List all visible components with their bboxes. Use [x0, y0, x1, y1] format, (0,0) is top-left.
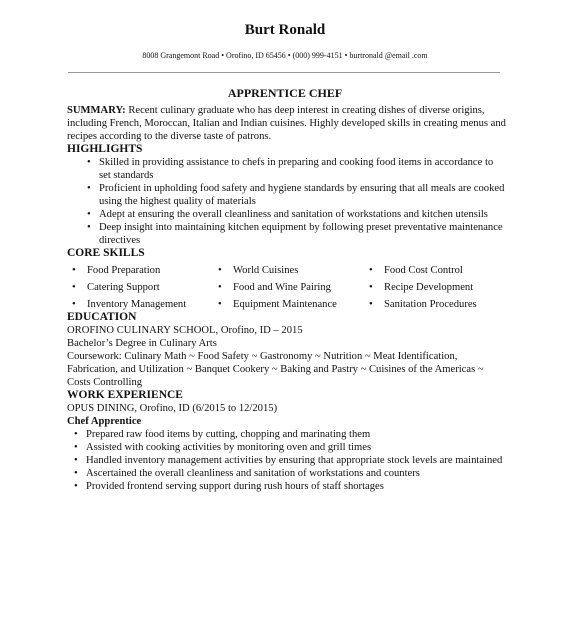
school-line: OROFINO CULINARY SCHOOL, Orofino, ID – 2015 — [67, 325, 303, 336]
duty-item: • Prepared raw food items by cutting, chopping and marinating them — [67, 428, 507, 441]
employer-line: OPUS DINING, Orofino, ID (6/2015 to 12/2015) — [67, 403, 278, 414]
skill-item: • Sanitation Procedures — [364, 298, 507, 311]
skill-item: • Food Cost Control — [364, 264, 507, 277]
job-title: APPRENTICE CHEF — [227, 86, 343, 100]
contact-line: 8008 Grangemont Road • Orofino, ID 65456 • (000) 999-4151 • burtronald @email .com — [142, 51, 428, 60]
highlights-list — [67, 156, 507, 247]
duty-item: • Provided frontend serving support during rush hours of staff shortages — [67, 480, 507, 493]
core-skills-heading: CORE SKILLS — [67, 247, 145, 259]
skill-item: • Equipment Maintenance — [213, 298, 364, 311]
header-divider — [68, 72, 500, 73]
work-experience-heading: WORK EXPERIENCE — [67, 389, 183, 401]
skill-item: • Recipe Development — [364, 281, 507, 294]
highlight-item: • Adept at ensuring the overall cleanliness and sanitation of workstations and kitchen utensils — [67, 208, 507, 221]
resume-body — [67, 104, 507, 493]
duty-item: • Ascertained the overall cleanliness and sanitation of workstations and counters — [67, 467, 507, 480]
skill-item: • Food Preparation — [67, 264, 213, 277]
summary-label: SUMMARY: — [67, 105, 126, 116]
duty-item: • Assisted with cooking activities by monitoring oven and grill times — [67, 441, 507, 454]
skill-item: • Food and Wine Pairing — [213, 281, 364, 294]
role-title: Chef Apprentice — [67, 416, 142, 427]
skill-item: • Inventory Management — [67, 298, 213, 311]
skill-item: • World Cuisines — [213, 264, 364, 277]
duty-item: • Handled inventory management activities by ensuring that appropriate stock levels are maintained — [67, 454, 507, 467]
core-skills-grid — [67, 264, 507, 311]
highlight-item: • Skilled in providing assistance to chefs in preparing and cooking food items in accordance to set standards — [67, 156, 507, 182]
coursework-line: Coursework: Culinary Math ~ Food Safety ~ Gastronomy ~ Nutrition ~ Meat Identification, Fabrication, and Utilization ~ Banquet Cookery ~ Baking and Pastry ~ Cuisines of the Americas ~ Costs Controlling — [67, 351, 484, 388]
summary-section — [67, 104, 507, 143]
highlight-item: • Proficient in upholding food safety and hygiene standards by ensuring that all meals are cooked using the highest quality of materials — [67, 182, 507, 208]
highlight-item: • Deep insight into maintaining kitchen equipment by following preset preventative maintenance directives — [67, 221, 507, 247]
education-heading: EDUCATION — [67, 311, 137, 323]
skill-item: • Catering Support — [67, 281, 213, 294]
highlights-heading: HIGHLIGHTS — [67, 143, 143, 155]
summary-text: Recent culinary graduate who has deep interest in creating dishes of diverse origins, including French, Moroccan, Italian and Indian cuisines. Highly developed skills in creating menus and recipes according to the diverse taste of patrons. — [67, 105, 506, 142]
candidate-name: Burt Ronald — [244, 22, 326, 38]
work-duties-list — [67, 428, 507, 493]
degree-line: Bachelor’s Degree in Culinary Arts — [67, 338, 217, 349]
